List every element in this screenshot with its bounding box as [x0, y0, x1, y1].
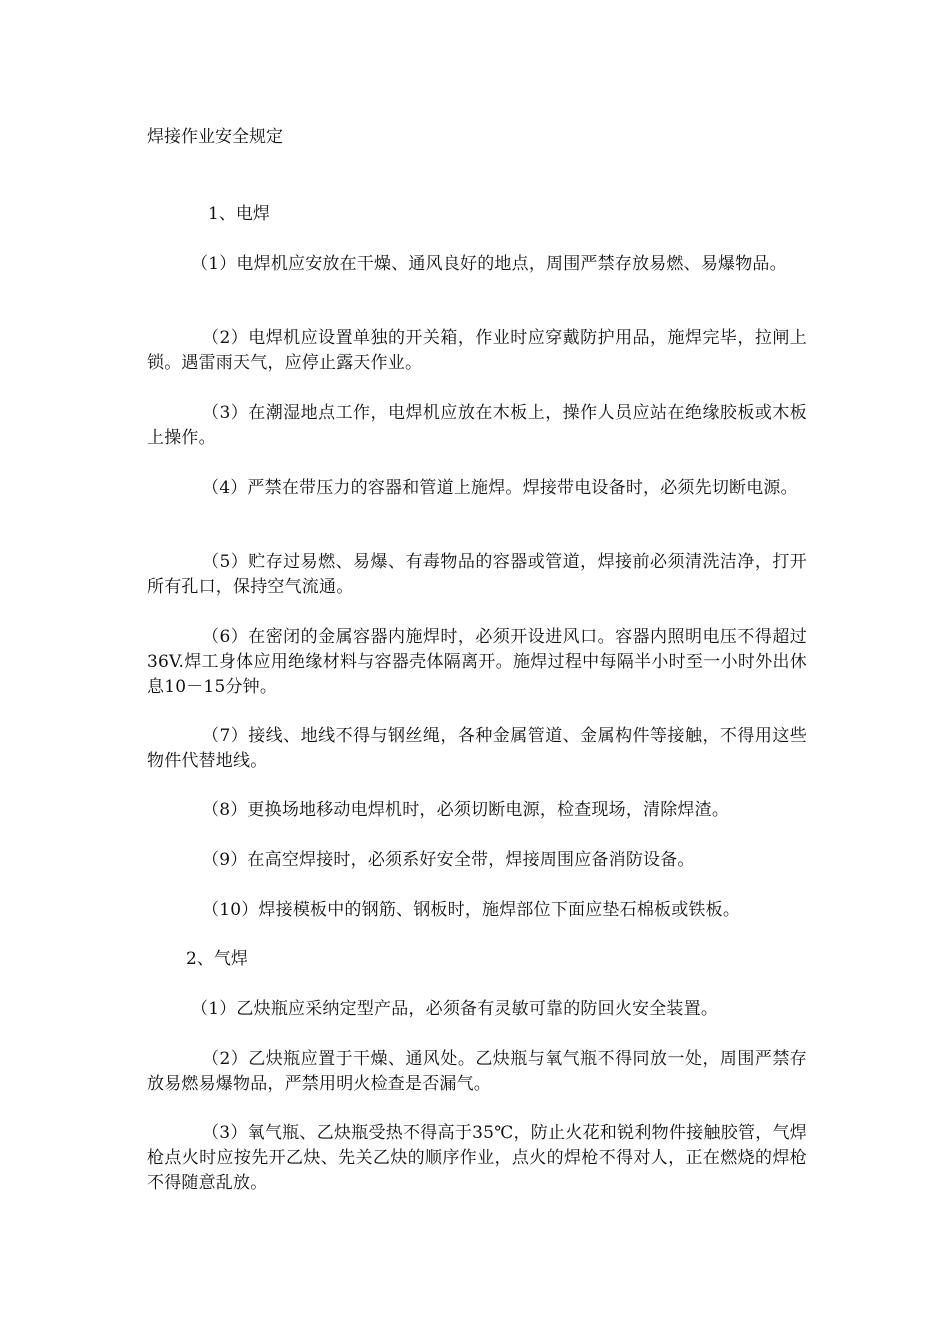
paragraph-electric-2: （2）电焊机应设置单独的开关箱，作业时应穿戴防护用品，施焊完毕，拉闸上锁。遇雷雨天气，应停止露天作业。: [147, 328, 807, 373]
document-title: 焊接作业安全规定: [147, 127, 283, 147]
paragraph-electric-3: （3）在潮湿地点工作，电焊机应放在木板上，操作人员应站在绝缘胶板或木板上操作。: [147, 403, 807, 448]
paragraph-electric-4: （4）严禁在带压力的容器和管道上施焊。焊接带电设备时，必须先切断电源。: [202, 478, 798, 498]
paragraph-electric-6: （6）在密闭的金属容器内施焊时，必须开设进风口。容器内照明电压不得超过36V.焊工身体应用绝缘材料与容器壳体隔离开。施焊过程中每隔半小时至一小时外出休息10－15分钟。: [147, 627, 807, 697]
paragraph-gas-2: （2）乙炔瓶应置于干燥、通风处。乙炔瓶与氧气瓶不得同放一处，周围严禁存放易燃易爆物品，严禁用明火检查是否漏气。: [147, 1049, 807, 1094]
paragraph-electric-1: （1）电焊机应安放在干燥、通风良好的地点，周围严禁存放易燃、易爆物品。: [191, 254, 787, 274]
section-heading-electric-welding: 1、电焊: [208, 204, 270, 224]
paragraph-electric-8: （8）更换场地移动电焊机时，必须切断电源，检查现场，清除焊渣。: [202, 800, 730, 820]
paragraph-electric-5: （5）贮存过易燃、易爆、有毒物品的容器或管道，焊接前必须清洗洁净，打开所有孔口，保持空气流通。: [147, 552, 807, 597]
paragraph-electric-7: （7）接线、地线不得与钢丝绳，各种金属管道、金属构件等接触，不得用这些物件代替地线。: [147, 726, 807, 771]
paragraph-gas-3: （3）氧气瓶、乙炔瓶受热不得高于35℃，防止火花和锐利物件接触胶管，气焊枪点火时应按先开乙炔、先关乙炔的顺序作业，点火的焊枪不得对人，正在燃烧的焊枪不得随意乱放。: [147, 1123, 807, 1193]
section-heading-gas-welding: 2、气焊: [186, 949, 248, 969]
paragraph-electric-10: （10）焊接模板中的钢筋、钢板时，施焊部位下面应垫石棉板或铁板。: [202, 900, 741, 920]
paragraph-gas-1: （1）乙炔瓶应采纳定型产品，必须备有灵敏可靠的防回火安全装置。: [191, 999, 719, 1019]
paragraph-electric-9: （9）在高空焊接时，必须系好安全带，焊接周围应备消防设备。: [202, 850, 695, 870]
